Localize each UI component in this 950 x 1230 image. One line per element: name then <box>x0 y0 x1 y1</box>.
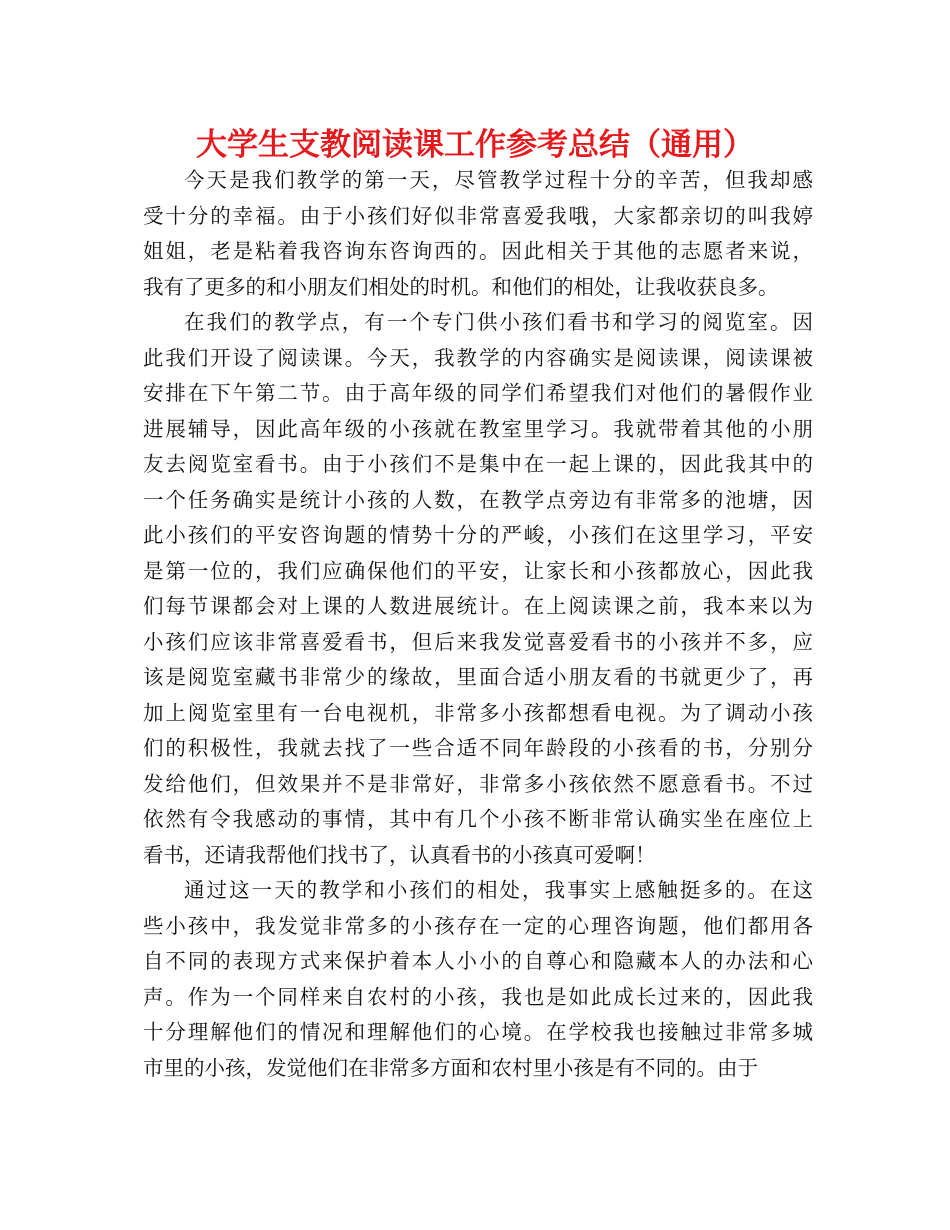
paragraph-line: 们的积极性，我就去找了一些合适不同年龄段的小孩看的书，分别分 <box>143 736 813 760</box>
paragraph-line: 安排在下午第二节。由于高年级的同学们希望我们对他们的暑假作业 <box>143 381 813 405</box>
paragraph-line: 是第一位的，我们应确保他们的平安，让家长和小孩都放心，因此我 <box>143 558 813 583</box>
paragraph-line: 在我们的教学点，有一个专门供小孩们看书和学习的阅览室。因 <box>184 310 813 334</box>
paragraph-line: 小孩们应该非常喜爱看书，但后来我发觉喜爱看书的小孩并不多，应 <box>143 629 813 654</box>
paragraph-line: 些小孩中，我发觉非常多的小孩存在一定的心理咨询题，他们都用各 <box>143 913 813 938</box>
paragraph-line: 受十分的幸福。由于小孩们好似非常喜爱我哦，大家都亲切的叫我婷 <box>143 203 813 228</box>
paragraph-line: 看书，还请我帮他们找书了，认真看书的小孩真可爱啊！ <box>143 842 656 867</box>
body-paragraph <box>143 163 813 305</box>
body-paragraph <box>143 305 813 873</box>
paragraph-line: 声。作为一个同样来自农村的小孩，我也是如此成长过来的，因此我 <box>143 984 813 1009</box>
paragraph-line: 该是阅览室藏书非常少的缘故，里面合适小朋友看的书就更少了，再 <box>143 665 813 689</box>
paragraph-line: 姐姐，老是粘着我咨询东咨询西的。因此相关于其他的志愿者来说， <box>143 239 813 263</box>
paragraph-line: 十分理解他们的情况和理解他们的心境。在学校我也接触过非常多城 <box>143 1020 813 1044</box>
document-title: 大学生支教阅读课工作参考总结（通用） <box>196 127 754 163</box>
paragraph-line: 此我们开设了阅读课。今天，我教学的内容确实是阅读课，阅读课被 <box>143 345 813 370</box>
body-paragraph <box>143 873 813 1086</box>
paragraph-line: 们每节课都会对上课的人数进展统计。在上阅读课之前，我本来以为 <box>143 594 813 618</box>
paragraph-line: 加上阅览室里有一台电视机，非常多小孩都想看电视。为了调动小孩 <box>143 700 813 725</box>
paragraph-line: 依然有令我感动的事情，其中有几个小孩不断非常认确实坐在座位上 <box>143 807 813 831</box>
paragraph-line: 自不同的表现方式来保护着本人小小的自尊心和隐藏本人的办法和心 <box>143 949 813 973</box>
paragraph-line: 此小孩们的平安咨询题的情势十分的严峻，小孩们在这里学习，平安 <box>143 523 813 547</box>
document-body <box>143 163 813 1086</box>
paragraph-line: 通过这一天的教学和小孩们的相处，我事实上感触挺多的。在这 <box>184 878 813 902</box>
paragraph-line: 进展辅导，因此高年级的小孩就在教室里学习。我就带着其他的小朋 <box>143 416 813 441</box>
paragraph-line: 友去阅览室看书。由于小孩们不是集中在一起上课的，因此我其中的 <box>143 452 813 476</box>
paragraph-line: 今天是我们教学的第一天，尽管教学过程十分的辛苦，但我却感 <box>184 168 813 192</box>
paragraph-line: 市里的小孩，发觉他们在非常多方面和农村里小孩是有不同的。由于 <box>143 1055 758 1080</box>
paragraph-line: 我有了更多的和小朋友们相处的时机。和他们的相处，让我收获良多。 <box>143 274 779 299</box>
paragraph-line: 发给他们，但效果并不是非常好，非常多小孩依然不愿意看书。不过 <box>143 771 813 796</box>
paragraph-line: 一个任务确实是统计小孩的人数，在教学点旁边有非常多的池塘，因 <box>143 487 813 512</box>
